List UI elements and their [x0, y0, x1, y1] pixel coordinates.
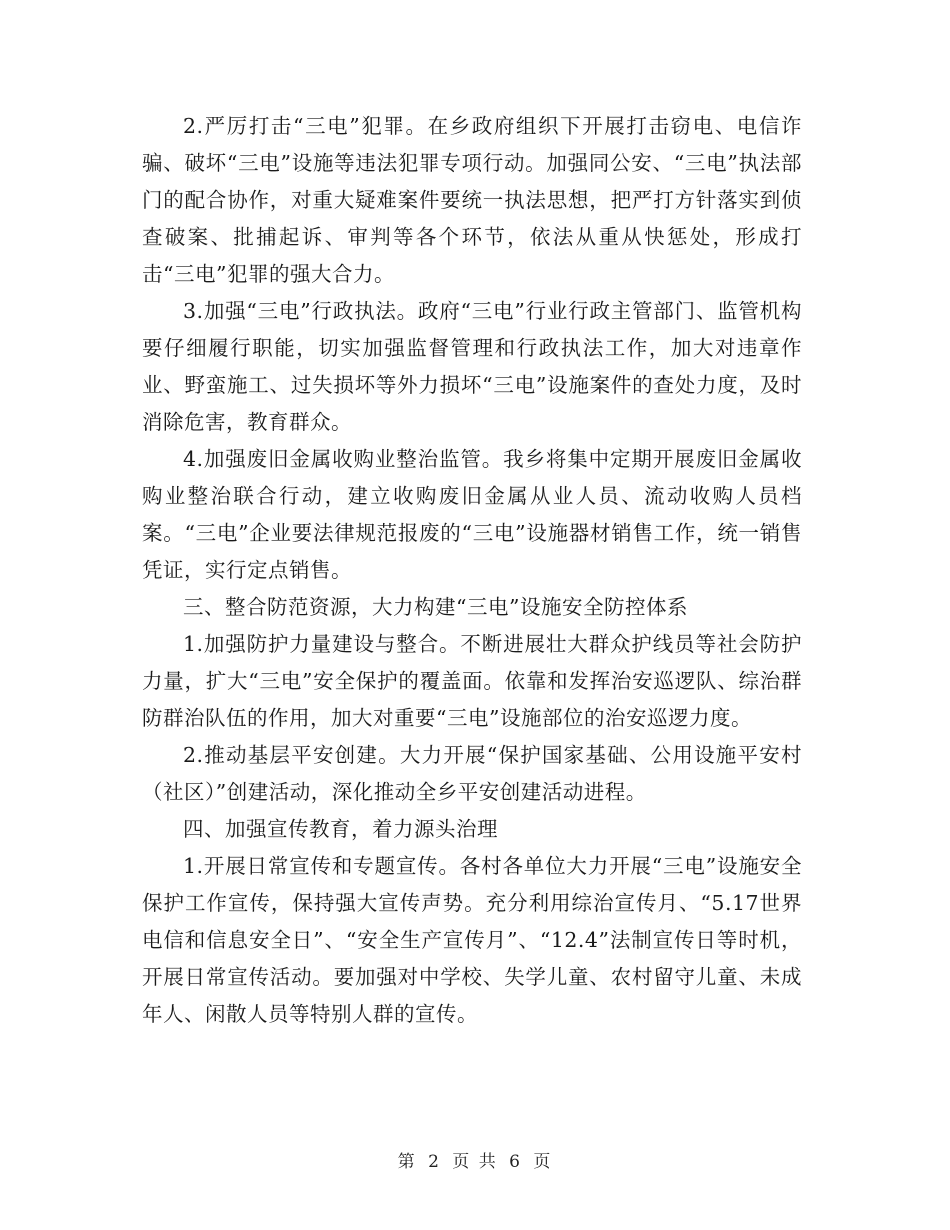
paragraph-grassroots-safety: 2.推动基层平安创建。大力开展“保护国家基础、公用设施平安村（社区）”创建活动，深化推动全乡平安创建活动进程。 — [142, 743, 802, 804]
footer-page-number: 2 — [428, 1152, 441, 1172]
paragraph-protection-forces: 1.加强防护力量建设与整合。不断进展壮大群众护线员等社会防护力量，扩大“三电”安全保护的覆盖面。依靠和发挥治安巡逻队、综治群防群治队伍的作用，加大对重要“三电”设施部位的治安巡逻力度。 — [142, 632, 802, 730]
page-footer — [0, 1147, 950, 1172]
section-heading-publicity-education: 四、加强宣传教育，着力源头治理 — [183, 817, 498, 841]
footer-middle: 页 共 — [452, 1152, 498, 1172]
paragraph-administrative-enforcement: 3.加强“三电”行政执法。政府“三电”行业行政主管部门、监管机构要仔细履行职能，切实加强监督管理和行政执法工作，加大对违章作业、野蛮施工、过失损坏等外力损坏“三电”设施案件的查处力度，及时消除危害，教育群众。 — [142, 299, 802, 434]
document-body — [142, 108, 802, 1033]
paragraph-scrap-metal-supervision: 4.加强废旧金属收购业整治监管。我乡将集中定期开展废旧金属收购业整治联合行动，建立收购废旧金属从业人员、流动收购人员档案。“三电”企业要法律规范报废的“三电”设施器材销售工作，统一销售凭证，实行定点销售。 — [142, 447, 802, 582]
section-heading-prevention-system: 三、整合防范资源，大力构建“三电”设施安全防控体系 — [183, 595, 688, 619]
footer-suffix: 页 — [533, 1152, 553, 1172]
paragraph-daily-publicity: 1.开展日常宣传和专题宣传。各村各单位大力开展“三电”设施安全保护工作宣传，保持强大宣传声势。充分利用综治宣传月、“5.17世界电信和信息安全日”、“安全生产宣传月”、“12.4”法制宣传日等时机，开展日常宣传活动。要加强对中学校、失学儿童、农村留守儿童、未成年人、闲散人员等特别人群的宣传。 — [142, 854, 802, 1026]
footer-prefix: 第 — [397, 1152, 417, 1172]
paragraph-crackdown-crime: 2.严厉打击“三电”犯罪。在乡政府组织下开展打击窃电、电信诈骗、破坏“三电”设施等违法犯罪专项行动。加强同公安、“三电”执法部门的配合协作，对重大疑难案件要统一执法思想，把严打方针落实到侦查破案、批捕起诉、审判等各个环节，依法从重从快惩处，形成打击“三电”犯罪的强大合力。 — [142, 114, 802, 286]
footer-total-pages: 6 — [509, 1152, 522, 1172]
